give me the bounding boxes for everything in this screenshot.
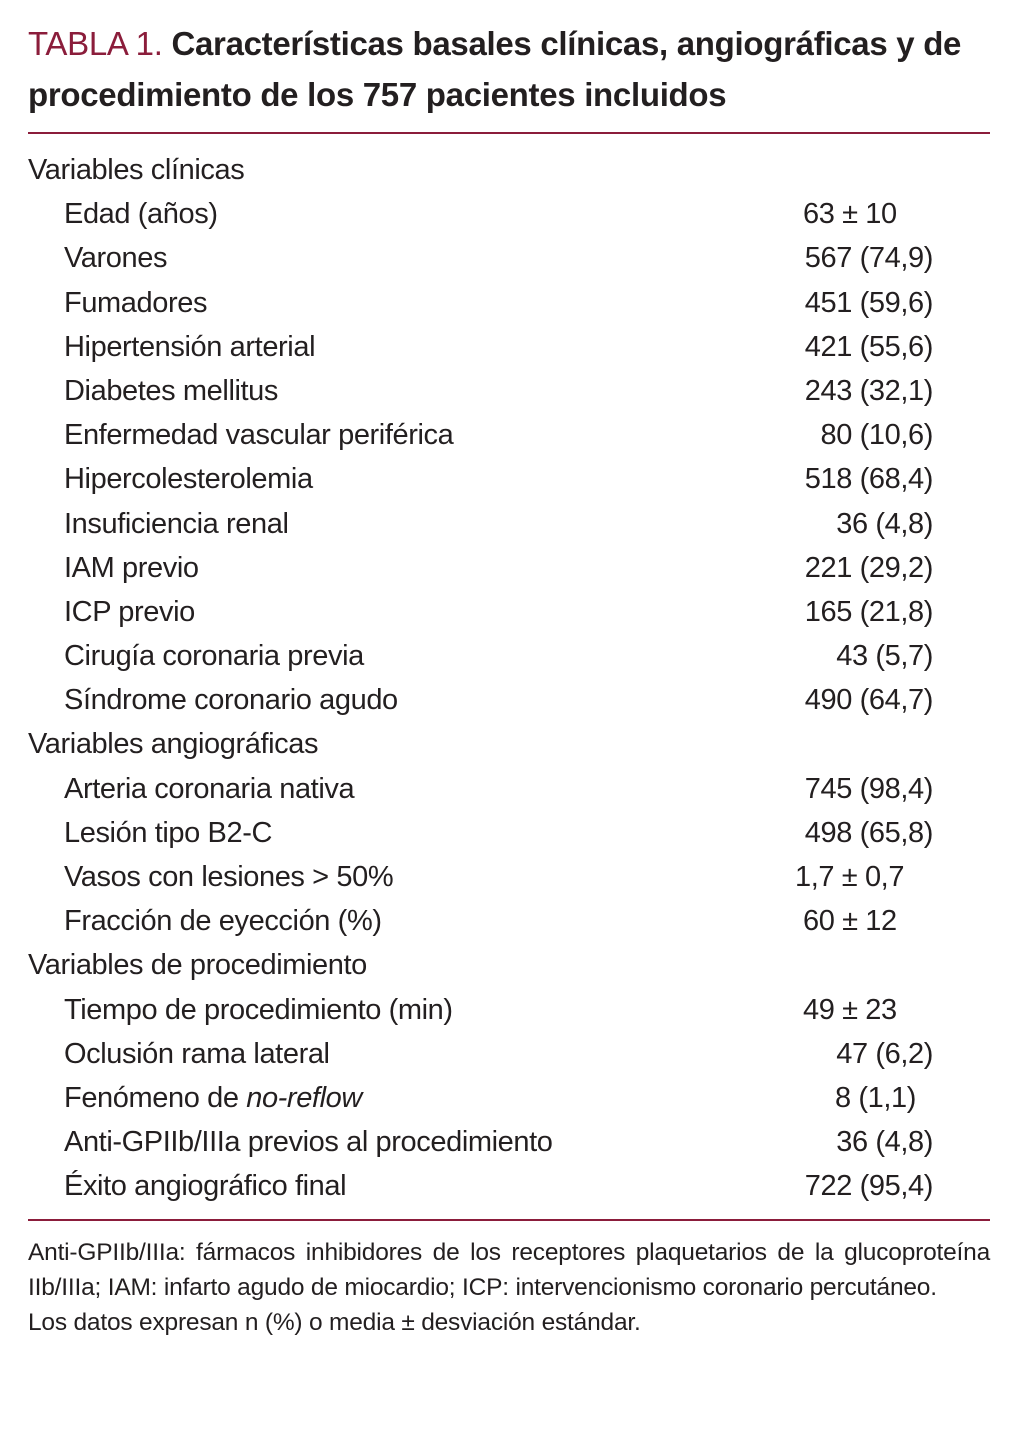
row-label — [28, 590, 195, 634]
row-value: 49 ± 23 — [803, 993, 897, 1026]
row-label-text: Diabetes mellitus — [64, 374, 279, 407]
footnote-abbreviations: Anti-GPIIb/IIIa: fármacos inhibidores de los receptores plaquetarios de la glucoproteína IIb/IIIa; IAM: infarto agudo de miocardio; ICP: intervencionismo coronario percutáneo. — [28, 1238, 990, 1301]
row-label — [28, 1120, 553, 1164]
table-row — [28, 502, 990, 546]
table-row — [28, 767, 990, 811]
row-label-text: Insuficiencia renal — [64, 507, 289, 540]
row-label-text: Cirugía coronaria previa — [64, 640, 364, 673]
table-row — [28, 1076, 990, 1120]
row-value: 165 (21,8) — [804, 595, 933, 628]
footnote — [28, 1221, 990, 1340]
table-row — [28, 811, 990, 855]
row-label-italic: no-reflow — [246, 1081, 362, 1114]
row-label — [28, 281, 207, 325]
section-heading — [28, 148, 990, 192]
row-label — [28, 236, 167, 280]
row-label — [28, 369, 278, 413]
row-label — [28, 678, 398, 722]
table-title — [28, 18, 990, 132]
table-row — [28, 369, 990, 413]
row-value: 1,7 ± 0,7 — [795, 861, 905, 893]
table-row — [28, 281, 990, 325]
section-heading-label: Variables clínicas — [28, 154, 245, 186]
row-value: 451 (59,6) — [804, 286, 933, 319]
table-row — [28, 413, 990, 457]
row-value: 221 (29,2) — [804, 551, 933, 584]
row-label-text: Fracción de eyección (%) — [64, 905, 382, 938]
section-heading-label: Variables de procedimiento — [28, 949, 367, 982]
row-value: 36 (4,8) — [836, 507, 933, 540]
table-row — [28, 988, 990, 1032]
row-value: 745 (98,4) — [804, 772, 933, 805]
row-label — [28, 1164, 346, 1208]
table-row — [28, 590, 990, 634]
table-row — [28, 899, 990, 943]
table-row — [28, 678, 990, 722]
row-value: 498 (65,8) — [804, 816, 933, 849]
row-value: 80 (10,6) — [820, 419, 933, 452]
section-heading — [28, 722, 990, 766]
row-label — [28, 1076, 362, 1120]
row-value: 8 (1,1) — [834, 1081, 916, 1114]
row-value: 36 (4,8) — [836, 1126, 933, 1159]
row-value: 518 (68,4) — [804, 463, 933, 496]
table-row — [28, 634, 990, 678]
section-heading-label: Variables angiográficas — [28, 728, 319, 761]
row-label-text: Enfermedad vascular periférica — [64, 419, 454, 452]
row-value: 43 (5,7) — [836, 640, 933, 673]
row-label-text: Varones — [64, 242, 168, 275]
row-label — [28, 457, 313, 501]
row-value: 490 (64,7) — [804, 684, 933, 717]
row-label — [28, 502, 289, 546]
table-row — [28, 1032, 990, 1076]
table-row — [28, 457, 990, 501]
row-label-text: Fenómeno de — [64, 1081, 247, 1114]
row-label — [28, 988, 453, 1032]
table-caption: Características basales clínicas, angiográficas y de procedimiento de los 757 pacientes incluidos — [28, 25, 962, 113]
row-label — [28, 899, 382, 943]
row-label-text: Hipercolesterolemia — [64, 463, 313, 496]
table-row — [28, 325, 990, 369]
row-label-text: Hipertensión arterial — [64, 330, 316, 363]
table-row — [28, 1120, 990, 1164]
data-table — [28, 134, 990, 1219]
section-heading — [28, 943, 990, 987]
row-value: 63 ± 10 — [803, 198, 897, 231]
row-label-text: Síndrome coronario agudo — [64, 684, 398, 717]
table-row — [28, 855, 990, 899]
table-row — [28, 1164, 990, 1208]
row-value: 243 (32,1) — [804, 374, 933, 407]
row-label-text: Lesión tipo B2-C — [64, 816, 272, 849]
row-value: 421 (55,6) — [804, 330, 933, 363]
row-label — [28, 1032, 330, 1076]
row-value: 567 (74,9) — [804, 242, 933, 275]
row-label-text: Oclusión rama lateral — [64, 1037, 330, 1070]
row-label — [28, 855, 393, 899]
row-label — [28, 192, 218, 236]
table-row — [28, 192, 990, 236]
row-label-text: ICP previo — [64, 595, 195, 628]
row-label-text: Éxito angiográfico final — [64, 1170, 347, 1203]
row-label-text: Anti-GPIIb/IIIa previos al procedimiento — [64, 1126, 553, 1159]
row-label-text: Edad (años) — [64, 198, 218, 231]
table-number: TABLA 1. — [28, 25, 163, 62]
footnote-data-note: Los datos expresan n (%) o media ± desviación estándar. — [28, 1308, 641, 1336]
row-label — [28, 546, 199, 590]
table-row — [28, 236, 990, 280]
row-label — [28, 634, 364, 678]
row-label-text: Arteria coronaria nativa — [64, 772, 355, 805]
table-document — [28, 18, 990, 1340]
row-value: 60 ± 12 — [803, 905, 897, 938]
row-label — [28, 811, 272, 855]
row-label-text: Vasos con lesiones > 50% — [64, 861, 394, 893]
row-label-text: Fumadores — [64, 286, 208, 319]
row-label — [28, 767, 354, 811]
table-row — [28, 546, 990, 590]
row-label — [28, 413, 453, 457]
row-label — [28, 325, 315, 369]
row-value: 722 (95,4) — [804, 1170, 933, 1203]
row-label-text: Tiempo de procedimiento (min) — [64, 993, 453, 1026]
row-value: 47 (6,2) — [836, 1037, 933, 1070]
row-label-text: IAM previo — [64, 551, 199, 584]
